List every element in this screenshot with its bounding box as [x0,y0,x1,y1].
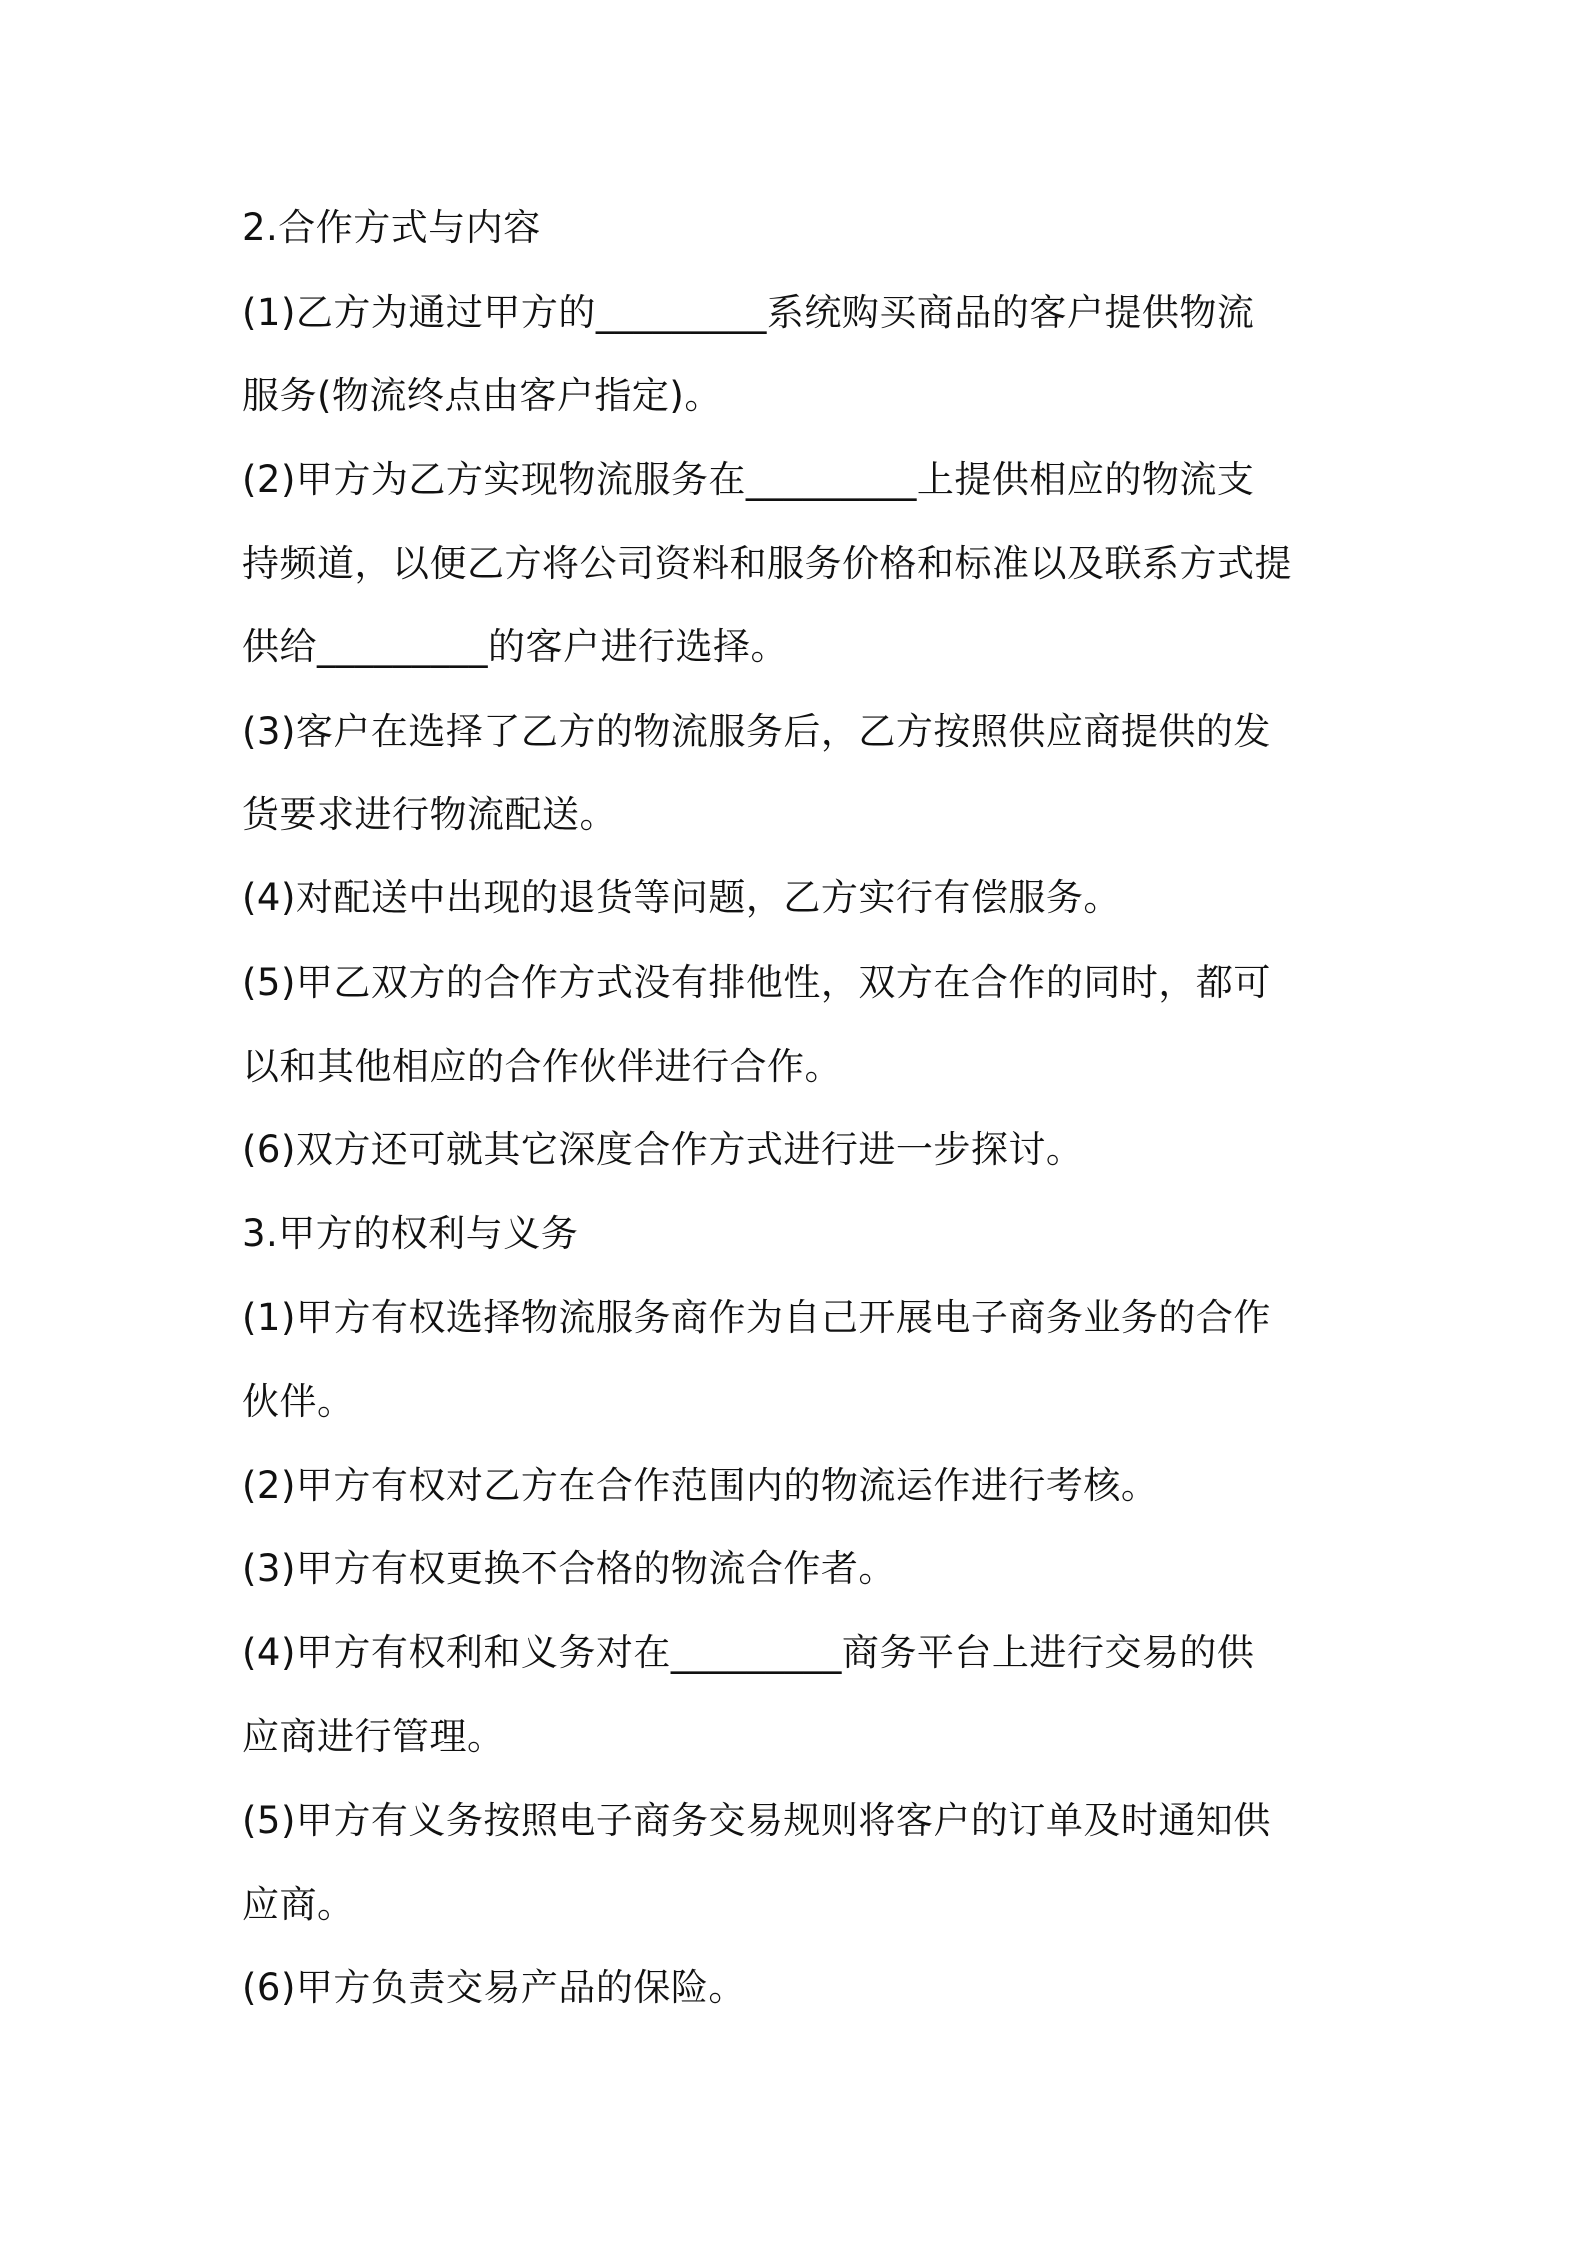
text-line: (1)甲方有权选择物流服务商作为自己开展电子商务业务的合作 [242,1296,1271,1339]
text-line: (4)甲方有权利和义务对在_________商务平台上进行交易的供 [242,1631,1255,1674]
text-line: (1)乙方为通过甲方的_________系统购买商品的客户提供物流 [242,291,1255,334]
text-line: 持频道，以便乙方将公司资料和服务价格和标准以及联系方式提 [242,542,1292,585]
text-line: 货要求进行物流配送。 [242,793,617,836]
text-line: 应商进行管理。 [242,1715,505,1758]
text-line: (6)双方还可就其它深度合作方式进行进一步探讨。 [242,1128,1084,1171]
text-line: (2)甲方有权对乙方在合作范围内的物流运作进行考核。 [242,1464,1159,1507]
text-line: (3)客户在选择了乙方的物流服务后，乙方按照供应商提供的发 [242,710,1271,753]
text-line: 应商。 [242,1883,355,1926]
section-heading: 2.合作方式与内容 [242,206,541,249]
text-line: (6)甲方负责交易产品的保险。 [242,1966,746,2009]
text-line: (3)甲方有权更换不合格的物流合作者。 [242,1547,896,1590]
text-line: 服务(物流终点由客户指定)。 [242,374,722,417]
text-line: (5)甲方有义务按照电子商务交易规则将客户的订单及时通知供 [242,1799,1271,1842]
text-line: 以和其他相应的合作伙伴进行合作。 [242,1045,842,1088]
text-line: 伙伴。 [242,1380,355,1423]
text-line: 供给_________的客户进行选择。 [242,625,788,668]
section-heading: 3.甲方的权利与义务 [242,1212,579,1255]
text-line: (5)甲乙双方的合作方式没有排他性，双方在合作的同时，都可 [242,961,1271,1004]
text-line: (4)对配送中出现的退货等问题，乙方实行有偿服务。 [242,876,1121,919]
text-line: (2)甲方为乙方实现物流服务在_________上提供相应的物流支 [242,458,1255,501]
